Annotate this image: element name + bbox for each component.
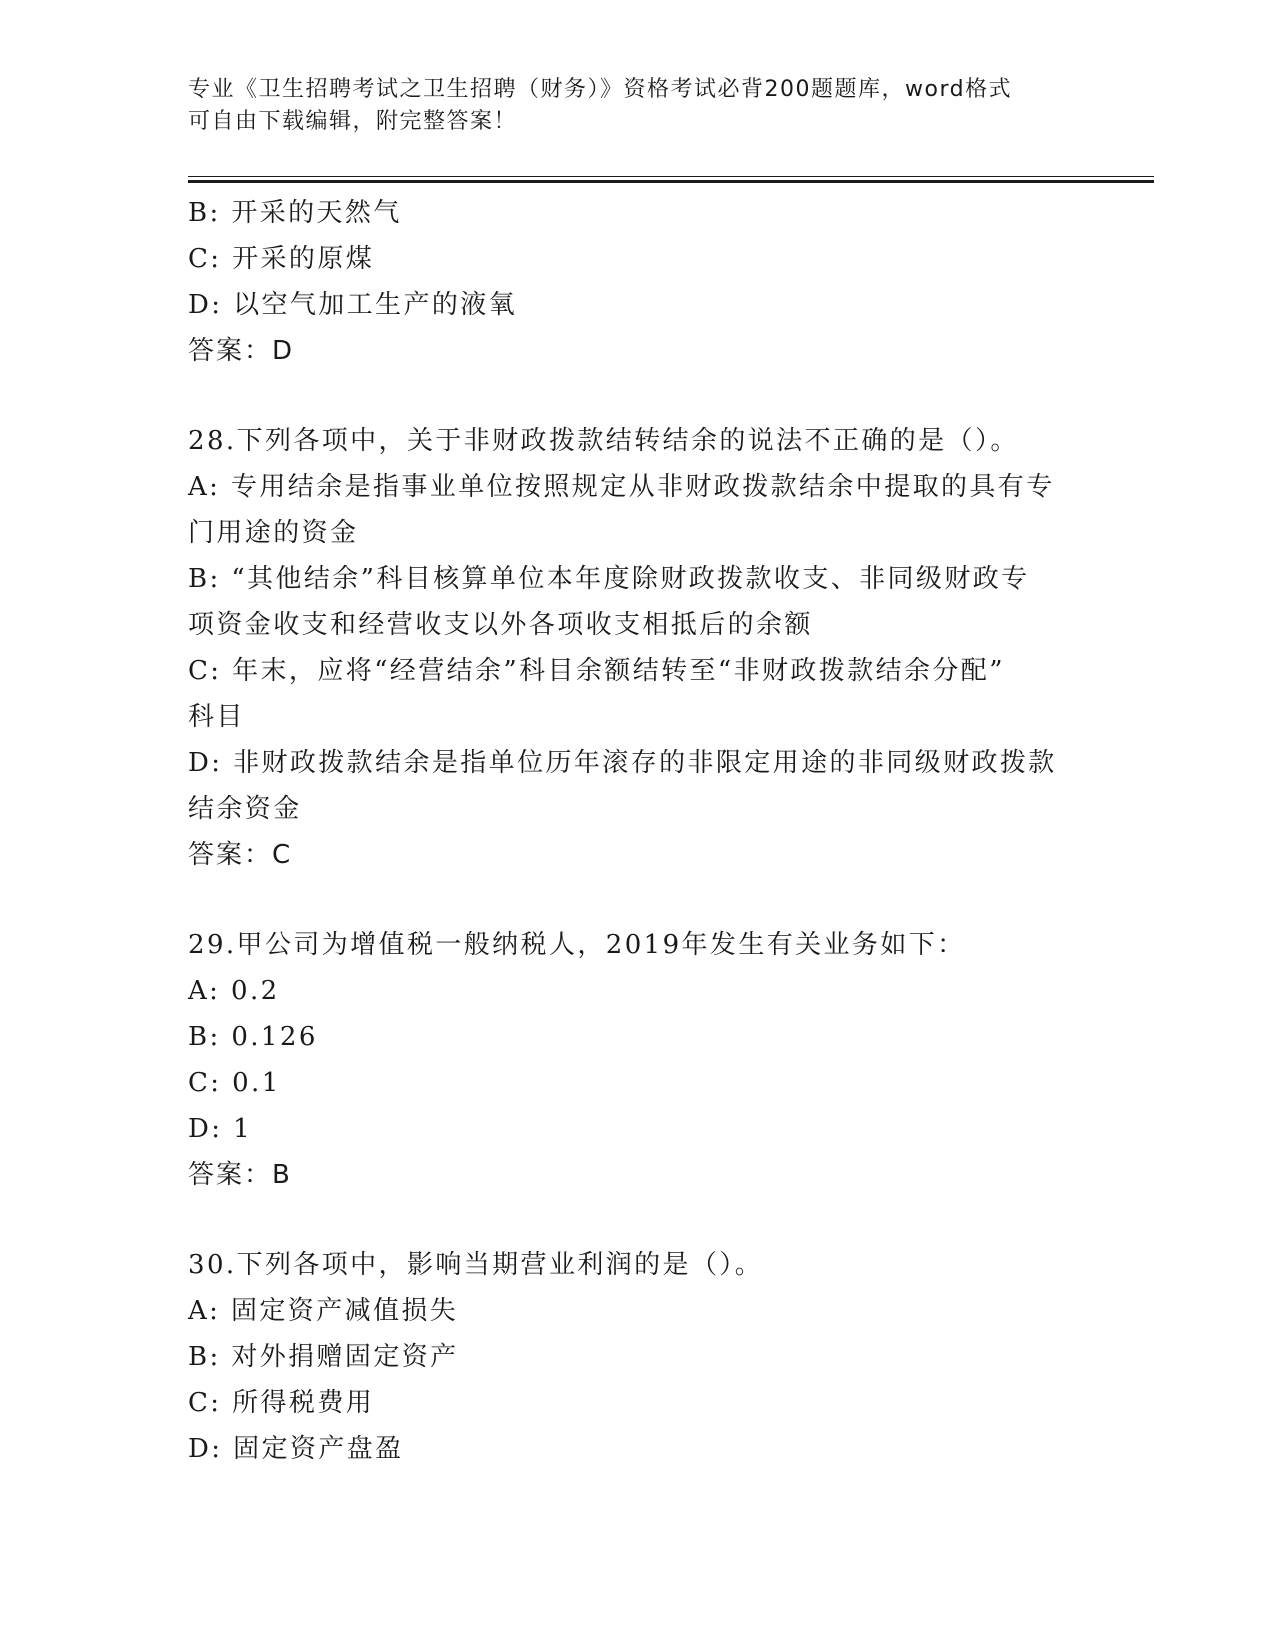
question-27-option-b: B: 开采的天然气 [188, 198, 402, 228]
question-28-option-a: A: 专用结余是指事业单位按照规定从非财政拨款结余中提取的具有专 [188, 472, 1055, 502]
question-28-option-d: D: 非财政拨款结余是指单位历年滚存的非限定用途的非同级财政拨款 [188, 748, 1057, 778]
question-29-answer: 答案：B [188, 1160, 292, 1190]
question-28-option-a-continued: 门用途的资金 [188, 518, 359, 548]
question-28-block [188, 418, 1088, 878]
question-27-option-d: D: 以空气加工生产的液氧 [188, 290, 518, 320]
question-29-block [188, 922, 1088, 1198]
question-30-option-b: B: 对外捐赠固定资产 [188, 1342, 459, 1372]
question-29-stem: 29.甲公司为增值税一般纳税人，2019年发生有关业务如下： [188, 930, 966, 960]
question-27-block [188, 190, 1088, 374]
question-28-option-c-continued: 科目 [188, 702, 245, 732]
question-28-option-c: C: 年末，应将“经营结余”科目余额结转至“非财政拨款结余分配” [188, 656, 1005, 686]
question-30-option-c: C: 所得税费用 [188, 1388, 375, 1418]
document-header [188, 74, 1068, 138]
header-title-line-1: 专业《卫生招聘考试之卫生招聘（财务）》资格考试必背200题题库，word格式 [188, 77, 1013, 102]
question-29-option-d: D: 1 [188, 1114, 253, 1144]
header-title-line-2: 可自由下载编辑，附完整答案！ [188, 109, 518, 134]
question-27-option-c: C: 开采的原煤 [188, 244, 375, 274]
question-28-stem: 28.下列各项中，关于非财政拨款结转结余的说法不正确的是（）。 [188, 426, 1019, 456]
question-29-option-c: C: 0.1 [188, 1068, 281, 1098]
question-28-answer: 答案：C [188, 840, 293, 870]
question-30-option-d: D: 固定资产盘盈 [188, 1434, 404, 1464]
header-divider-thin [188, 176, 1154, 177]
question-28-option-b: B: “其他结余”科目核算单位本年度除财政拨款收支、非同级财政专 [188, 564, 1030, 594]
question-28-option-b-continued: 项资金收支和经营收支以外各项收支相抵后的余额 [188, 610, 813, 640]
question-29-option-b: B: 0.126 [188, 1022, 318, 1052]
header-divider-thick [188, 180, 1154, 183]
question-29-option-a: A: 0.2 [188, 976, 280, 1006]
question-spacer [188, 1198, 1088, 1242]
question-30-stem: 30.下列各项中，影响当期营业利润的是（）。 [188, 1250, 764, 1280]
question-list [188, 190, 1088, 1472]
question-spacer [188, 878, 1088, 922]
question-spacer [188, 374, 1088, 418]
question-30-block [188, 1242, 1088, 1472]
question-27-answer: 答案：D [188, 336, 295, 366]
question-28-option-d-continued: 结余资金 [188, 794, 302, 824]
question-30-option-a: A: 固定资产减值损失 [188, 1296, 459, 1326]
